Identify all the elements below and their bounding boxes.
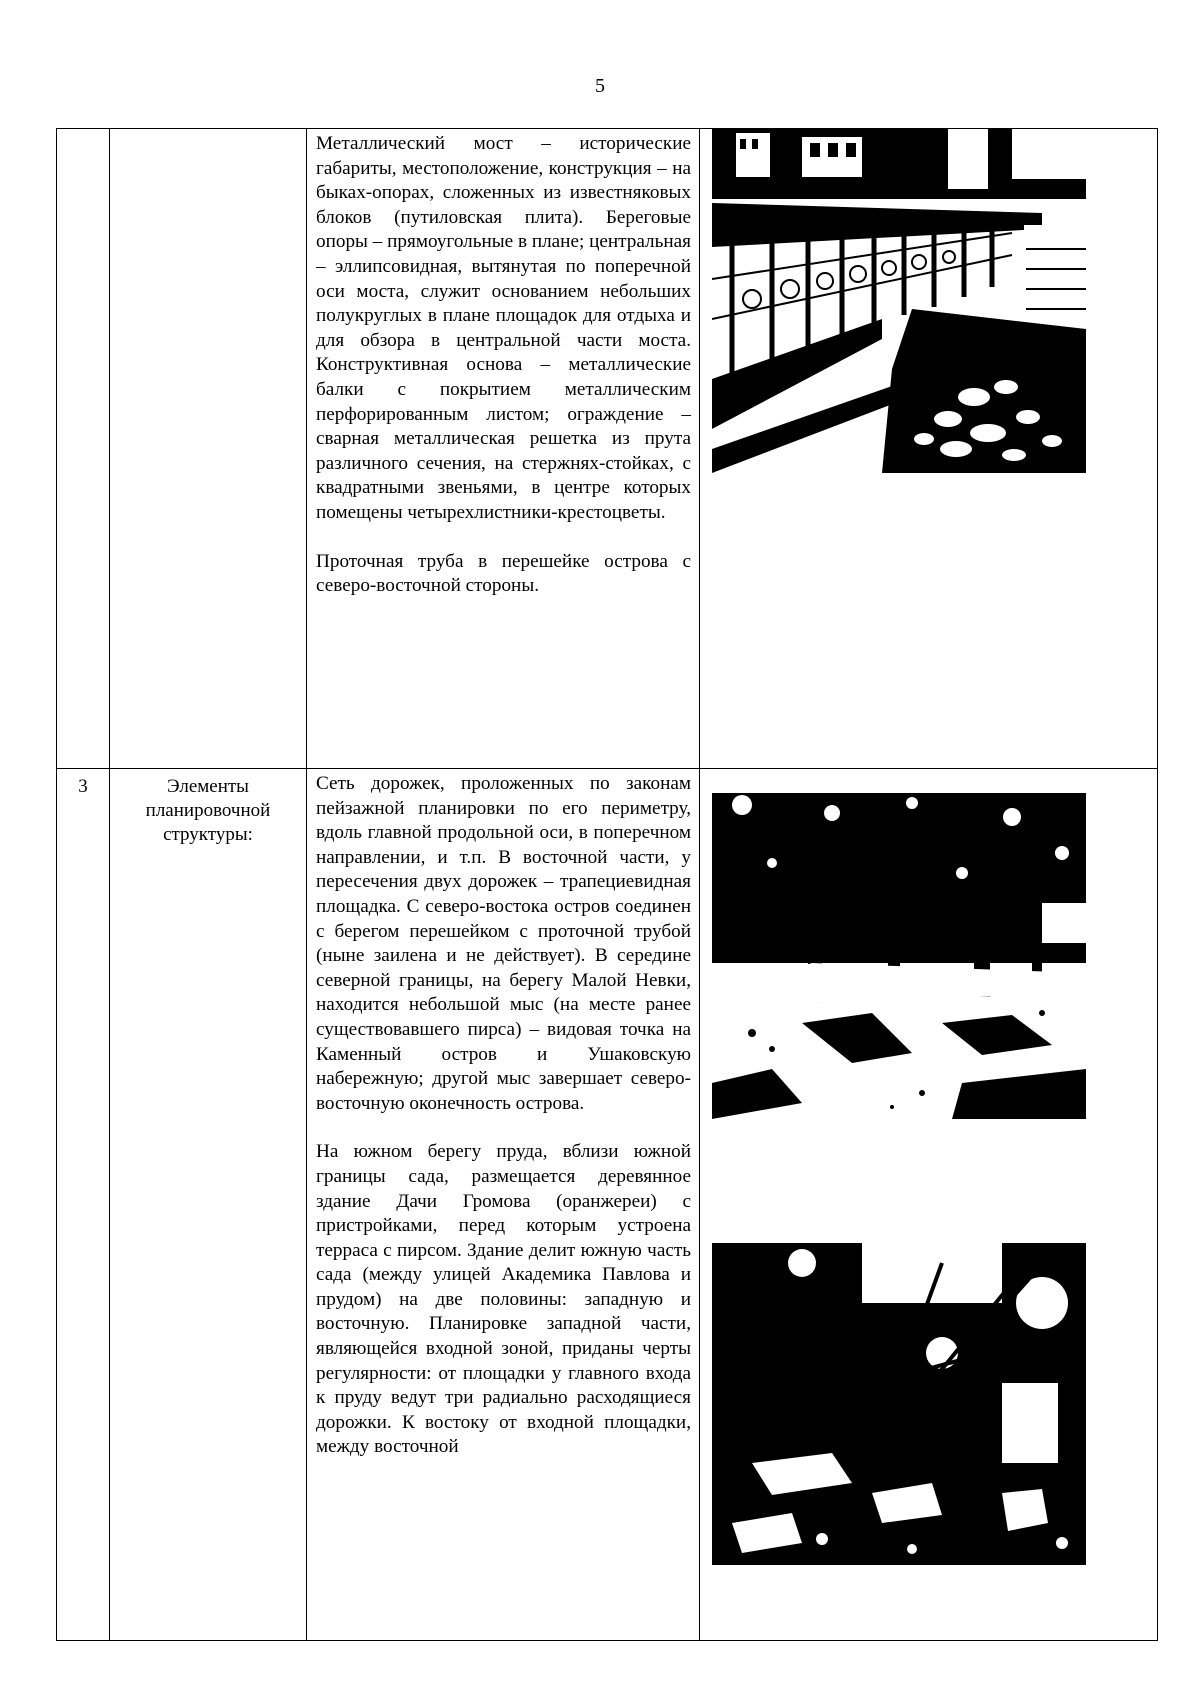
row-number-cell <box>57 129 110 769</box>
row-photo-cell <box>700 769 1158 1641</box>
description-paragraph: Металлический мост – исторические габариты, местоположение, конструкция – на быках-опорах, сложенных из известняковых блоков (путиловская плита). Береговые опоры – прямоугольные в плане; центральная – эллипсовидная, вытянутая по поперечной оси моста, служит основанием небольших полукруглых в плане площадок для отдыха и для обзора в центральной части моста. Конструктивная основа – металлические балки с покрытием металлическим перфорированным листом; ограждение – сварная металлическая решетка из прута различного сечения, на стержнях-стойках, с квадратными звеньями, в центре которых помещены четырехлистники-крестоцветы. <box>316 133 691 523</box>
row-description-cell <box>307 129 700 769</box>
table-row <box>57 769 1158 1641</box>
table-row <box>57 129 1158 769</box>
bridge-photo <box>712 129 1157 473</box>
park-paths-photo <box>712 793 1157 1119</box>
row-name: Элементы планировочной структуры: <box>145 776 271 845</box>
description-paragraph: Сеть дорожек, проложенных по законам пейзажной планировки по его периметру, вдоль главной продольной оси, в поперечном направлении, и т.п. В восточной части, у пересечения двух дорожек – трапециевидная площадка. С северо-востока остров соединен с берегом перешейком с проточной трубой (ныне заилена и не действует). В середине северной границы, на берегу Малой Невки, находится небольшой мыс (на месте ранее существовавшего пирса) – видовая точка на Каменный остров и Ушаковскую набережную; другой мыс завершает северо-восточную оконечность острова. <box>316 773 691 1114</box>
heritage-table <box>56 128 1158 1641</box>
row-photo-cell <box>700 129 1158 769</box>
description-paragraph: Проточная труба в перешейке острова с северо-восточной стороны. <box>316 550 691 597</box>
row-name-cell <box>110 129 307 769</box>
page-number: 5 <box>595 75 605 97</box>
row-number <box>57 129 109 135</box>
description-paragraph: На южном берегу пруда, вблизи южной границы сада, размещается деревянное здание Дачи Громова (оранжереи) с пристройками, перед которым устроена терраса с пирсом. Здание делит южную часть сада (между улицей Академика Павлова и прудом) на две половины: западную и восточную. Планировке западной части, являющейся входной зоной, приданы черты регулярности: от площадки у главного входа к пруду ведут три радиально расходящиеся дорожки. К востоку от входной площадки, между восточной <box>316 1141 691 1458</box>
park-trees-photo <box>712 1243 1157 1565</box>
row-description-cell <box>307 769 700 1641</box>
row-name <box>110 129 306 135</box>
row-number: 3 <box>78 776 88 797</box>
row-name-cell <box>110 769 307 1641</box>
row-number-cell <box>57 769 110 1641</box>
